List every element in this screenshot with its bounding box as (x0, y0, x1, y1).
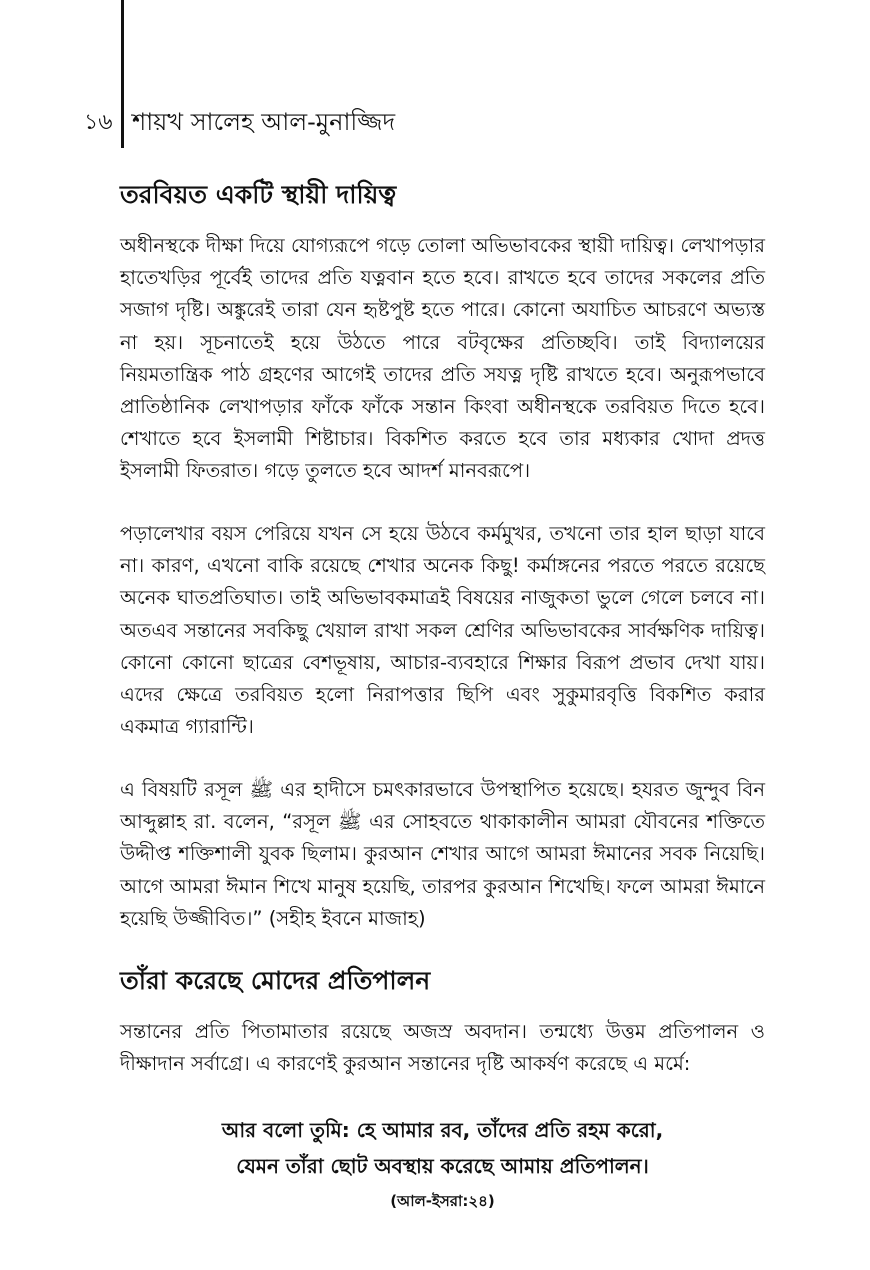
section-heading-pratipalan: তাঁরা করেছে মোদের প্রতিপালন (120, 966, 431, 995)
quran-quote-reference: (আল-ইসরা:২৪) (390, 1192, 495, 1210)
quran-quote-line-2: যেমন তাঁরা ছোট অবস্থায় করেছে আমায় প্রতিপালন। (236, 1154, 649, 1178)
running-title: শায়খ সালেহ আল-মুনাজ্জিদ (132, 108, 396, 136)
paragraph-3: এ বিষয়টি রসূল ﷺ এর হাদীসে চমৎকারভাবে উপস্থাপিত হয়েছে। হযরত জুন্দুব বিন আব্দুল্লাহ রা. বলেন, “রসূল ﷺ এর সোহবতে থাকাকালীন আমরা যৌবনের শক্তিতে উদ্দীপ্ত শক্তিশালী যুবক ছিলাম। কুরআন শেখার আগে আমরা ঈমানের সবক নিয়েছি। আগে আমরা ঈমান শিখে মানুষ হয়েছি, তারপর কুরআন শিখেছি। ফলে আমরা ঈমানে হয়েছি উজ্জীবিত।” (সহীহ ইবনে মাজাহ) (120, 778, 765, 930)
paragraph-1: অধীনস্থকে দীক্ষা দিয়ে যোগ্যরূপে গড়ে তোলা অভিভাবকের স্থায়ী দায়িত্ব। লেখাপড়ার হাতেখড়ির পূর্বেই তাদের প্রতি যত্নবান হতে হবে। রাখতে হবে তাদের সকলের প্রতি সজাগ দৃষ্টি। অঙ্কুরেই তারা যেন হৃষ্টপুষ্ট হতে পারে। কোনো অযাচিত আচরণে অভ্যস্ত না হয়। সূচনাতেই হয়ে উঠতে পারে বটবৃক্ষের প্রতিচ্ছবি। তাই বিদ্যালয়ের নিয়মতান্ত্রিক পাঠ গ্রহণের আগেই তাদের প্রতি সযত্ন দৃষ্টি রাখতে হবে। অনুরূপভাবে প্রাতিষ্ঠানিক লেখাপড়ার ফাঁকে ফাঁকে সন্তান কিংবা অধীনস্থকে তরবিয়ত দিতে হবে। শেখাতে হবে ইসলামী শিষ্টাচার। বিকশিত করতে হবে তার মধ্যকার খোদা প্রদত্ত ইসলামী ফিতরাত। গড়ে তুলতে হবে আদর্শ মানবরূপে। (120, 234, 765, 483)
paragraph-4: সন্তানের প্রতি পিতামাতার রয়েছে অজস্র অবদান। তন্মধ্যে উত্তম প্রতিপালন ও দীক্ষাদান সর্বাগ্রে। এ কারণেই কুরআন সন্তানের দৃষ্টি আকর্ষণ করেছে এ মর্মে: (120, 1020, 765, 1076)
page-number: ১৬ (84, 110, 113, 135)
paragraph-2: পড়ালেখার বয়স পেরিয়ে যখন সে হয়ে উঠবে কর্মমুখর, তখনো তার হাল ছাড়া যাবে না। কারণ, এখনো বাকি রয়েছে শেখার অনেক কিছু! কর্মাঙ্গনের পরতে পরতে রয়েছে অনেক ঘাতপ্রতিঘাত। তাই অভিভাবকমাত্রই বিষয়ের নাজুকতা ভুলে গেলে চলবে না। অতএব সন্তানের সবকিছু খেয়াল রাখা সকল শ্রেণির অভিভাবকের সার্বক্ষণিক দায়িত্ব। কোনো কোনো ছাত্রের বেশভূষায়, আচার-ব্যবহারে শিক্ষার বিরূপ প্রভাব দেখা যায়। এদের ক্ষেত্রে তরবিয়ত হলো নিরাপত্তার ছিপি এবং সুকুমারবৃত্তি বিকশিত করার একমাত্র গ্যারান্টি। (120, 522, 765, 739)
header-divider (121, 0, 124, 148)
section-heading-tarbiyat: তরবিয়ত একটি স্থায়ী দায়িত্ব (120, 180, 397, 209)
quran-quote-line-1: আর বলো তুমি: হে আমার রব, তাঁদের প্রতি রহম করো, (221, 1118, 664, 1142)
